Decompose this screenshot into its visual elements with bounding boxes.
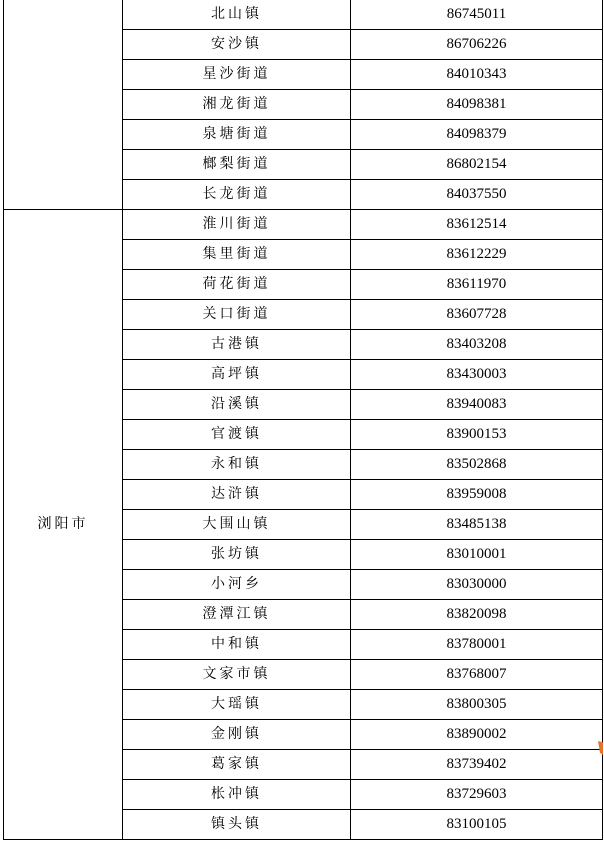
town-name-cell: 大瑶镇	[123, 690, 351, 720]
town-name-cell: 淮川街道	[123, 210, 351, 240]
town-name-cell: 安沙镇	[123, 30, 351, 60]
phone-number-cell: 83729603	[351, 780, 603, 810]
phone-number-cell: 83959008	[351, 480, 603, 510]
town-name-cell: 枨冲镇	[123, 780, 351, 810]
phone-number-cell: 83820098	[351, 600, 603, 630]
town-name-cell: 澄潭江镇	[123, 600, 351, 630]
phone-number-cell: 84098381	[351, 90, 603, 120]
table-row	[4, 210, 603, 240]
phone-number-cell: 83010001	[351, 540, 603, 570]
town-name-cell: 星沙街道	[123, 60, 351, 90]
phone-number-cell: 83502868	[351, 450, 603, 480]
phone-number-cell: 86802154	[351, 150, 603, 180]
town-name-cell: 集里街道	[123, 240, 351, 270]
town-name-cell: 小河乡	[123, 570, 351, 600]
town-name-cell: 张坊镇	[123, 540, 351, 570]
phone-number-cell: 83768007	[351, 660, 603, 690]
town-name-cell: 长龙街道	[123, 180, 351, 210]
phone-number-cell: 83030000	[351, 570, 603, 600]
town-name-cell: 北山镇	[123, 0, 351, 30]
phone-number-cell: 83611970	[351, 270, 603, 300]
town-name-cell: 高坪镇	[123, 360, 351, 390]
town-phone-table	[3, 0, 603, 840]
phone-number-cell: 83100105	[351, 810, 603, 840]
town-name-cell: 榔梨街道	[123, 150, 351, 180]
phone-number-cell: 83485138	[351, 510, 603, 540]
phone-number-cell: 86706226	[351, 30, 603, 60]
town-name-cell: 文家市镇	[123, 660, 351, 690]
town-name-cell: 达浒镇	[123, 480, 351, 510]
phone-number-cell: 83612229	[351, 240, 603, 270]
phone-number-cell: 83900153	[351, 420, 603, 450]
phone-number-cell: 83890002	[351, 720, 603, 750]
phone-number-cell: 84037550	[351, 180, 603, 210]
city-cell: 浏阳市	[4, 210, 123, 840]
town-name-cell: 泉塘街道	[123, 120, 351, 150]
phone-number-cell: 84010343	[351, 60, 603, 90]
phone-number-cell: 83612514	[351, 210, 603, 240]
town-name-cell: 大围山镇	[123, 510, 351, 540]
town-name-cell: 沿溪镇	[123, 390, 351, 420]
phone-number-cell: 86745011	[351, 0, 603, 30]
town-name-cell: 关口街道	[123, 300, 351, 330]
phone-number-cell: 83739402	[351, 750, 603, 780]
town-name-cell: 金刚镇	[123, 720, 351, 750]
phone-number-cell: 83403208	[351, 330, 603, 360]
table-row	[4, 0, 603, 30]
town-name-cell: 官渡镇	[123, 420, 351, 450]
table-body	[4, 0, 603, 840]
town-name-cell: 镇头镇	[123, 810, 351, 840]
town-name-cell: 古港镇	[123, 330, 351, 360]
phone-number-cell: 83430003	[351, 360, 603, 390]
phone-number-cell: 83780001	[351, 630, 603, 660]
town-name-cell: 中和镇	[123, 630, 351, 660]
town-name-cell: 荷花街道	[123, 270, 351, 300]
phone-number-cell: 83800305	[351, 690, 603, 720]
town-name-cell: 湘龙街道	[123, 90, 351, 120]
city-cell	[4, 0, 123, 210]
phone-number-cell: 84098379	[351, 120, 603, 150]
phone-number-cell: 83940083	[351, 390, 603, 420]
town-name-cell: 葛家镇	[123, 750, 351, 780]
town-name-cell: 永和镇	[123, 450, 351, 480]
phone-number-cell: 83607728	[351, 300, 603, 330]
